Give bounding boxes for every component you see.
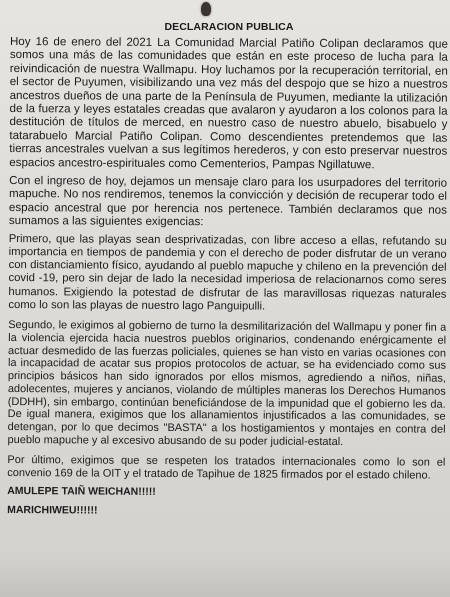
pushpin-icon: [201, 2, 211, 16]
paper-shadow: [0, 557, 450, 597]
paragraph-final-demand: Por último, exigimos que se respeten los tratados internacionales como lo son el convenio 169 de la OIT y el tratado de Tapihue de 1825 firmados por el estado chileno.: [7, 453, 446, 482]
document-body: [7, 35, 448, 519]
closing-slogan-2: MARICHIWEU!!!!!!: [7, 504, 98, 518]
paragraph-first-demand: Primero, que las playas sean desprivatizadas, con libre acceso a ellas, refutando su importancia en tiempos de pandemia y con el derecho de poder disfrutar de un verano con distanciamiento físico, ayudando al pueblo mapuche y chileno en la prevención del covid -19, pero sin dejar de lado la necesidad imperiosa de relacionarnos como seres humanos. Exigiendo la potestad de disfrutar de las maravillosas riquezas naturales como lo son las playas de nuestro lago Panguipulli.: [8, 232, 447, 313]
document-title: DECLARACION PUBLICA: [164, 21, 294, 33]
paragraph-message: Con el ingreso de hoy, dejamos un mensaje claro para los usurpadores del territorio mapuche. No nos rendiremos, tenemos la convicción y decisión de recuperar todo el espacio ancestral que por herencia nos pertenece. También declaramos que nos sumamos a las siguientes exigencias:: [8, 174, 448, 229]
paragraph-second-demand: Segundo, le exigimos al gobierno de turno la desmilitarización del Wallmapu y poner fin a la violencia ejercida hacia nuestros pueblos originarios, condenando enérgicamente el actuar desmedido de las fuerzas policiales, quienes se han visto en varias ocasiones con la incapacidad de acatar sus propios protocolos de actuar, se ha evidenciado como sus principios básicos han sido ignorados por ellos mismos, agrediendo a niños, niñas, adolecentes, mujeres y ancianos, violando de múltiples maneras los Derechos Humanos (DDHH), sin embargo, continúan beneficiándose de la impunidad que el gobierno les da. De igual manera, exigimos que los allanamientos injustificados a las comunidades, se detengan, por lo que decimos "BASTA" a los hostigamientos y montajes en contra del pueblo mapuche y al excesivo abusando de su poder judicial-estatal.: [7, 318, 447, 449]
closing-slogan-1: AMULEPE TAIÑ WEICHAN!!!!!: [7, 485, 156, 499]
paragraph-declaration: Hoy 16 de enero del 2021 La Comunidad Marcial Patiño Colipan declaramos que somos una más de las comunidades que están en este proceso de lucha para la reivindicación de nuestra Wallmapu. Hoy luchamos por la recuperación territorial, en el sector de Puyumen, visibilizando una vez más del despojo que se hizo a nuestros ancestros dueños de una parte de la Península de Puyumen, mediante la utilización de la fuerza y leyes estatales creadas que avalaron y ayudaron a los colonos para la destitución de títulos de merced, en nuestro caso de nuestro abuelo, bisabuelo y tatarabuelo Marcial Patiño Colipan. Como descendientes pretendemos que las tierras ancestrales vuelvan a sus legítimos herederos, y con esto preservar nuestros espacios ancestro-espirituales como Cementerios, Pampas Ngillatuwe.: [9, 35, 448, 171]
